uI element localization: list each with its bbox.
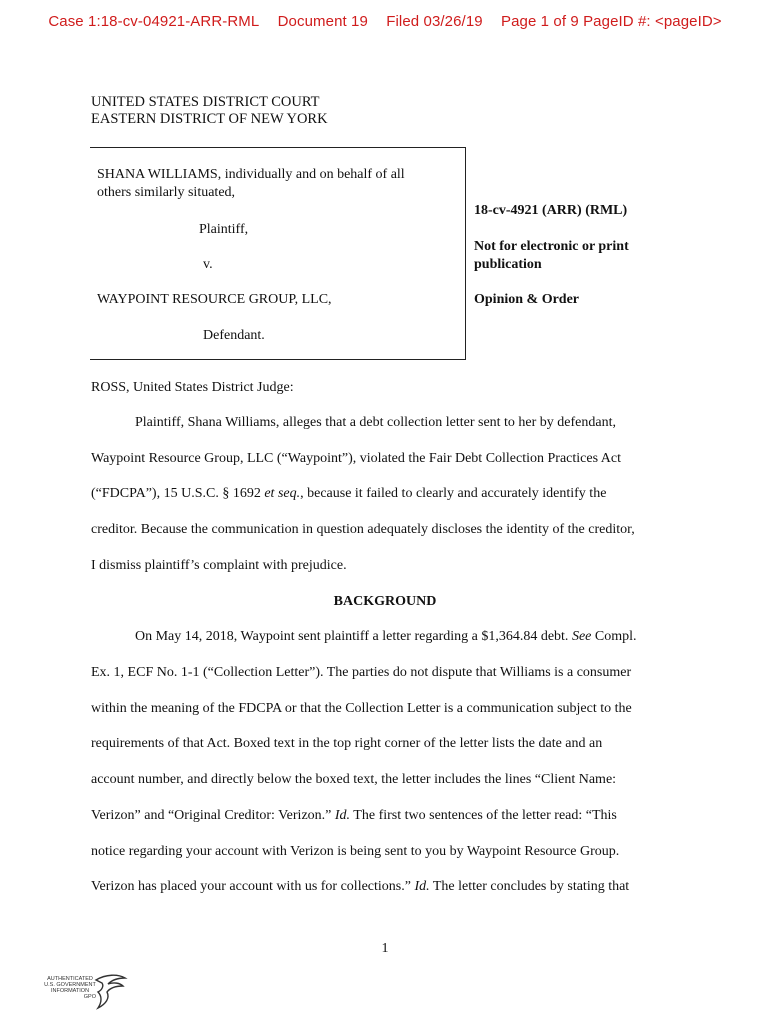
background-line-6: [91, 808, 617, 824]
bg-l6c: The first two sentences of the letter read: “This: [350, 808, 617, 823]
plaintiff-name: [97, 166, 405, 202]
gpo-line-4: GPO: [83, 994, 96, 1000]
gpo-line-3: INFORMATION: [50, 988, 90, 994]
publication-notice: [474, 238, 629, 274]
court-line-2: EASTERN DISTRICT OF NEW YORK: [91, 111, 328, 127]
background-line-7: notice regarding your account with Verizon is being sent to you by Waypoint Resource Group.: [91, 844, 620, 859]
court-line-1: UNITED STATES DISTRICT COURT: [91, 94, 320, 110]
intro-line-2: Waypoint Resource Group, LLC (“Waypoint”), violated the Fair Debt Collection Practices Act: [91, 451, 621, 466]
page-id-stamp: Page 1 of 9 PageID #: <pageID>: [500, 13, 722, 30]
bg-l8b: Id.: [414, 879, 430, 894]
background-line-3: within the meaning of the FDCPA or that the Collection Letter is a communication subject to the: [91, 701, 632, 716]
case-number: 18-cv-4921 (ARR) (RML): [474, 203, 628, 218]
intro-line-1: Plaintiff, Shana Williams, alleges that a debt collection letter sent to her by defendant,: [135, 415, 617, 430]
bg-l8c: The letter concludes by stating that: [429, 879, 630, 894]
background-line-4: requirements of that Act. Boxed text in the top right corner of the letter lists the date and an: [91, 736, 603, 751]
gpo-line-2: U.S. GOVERNMENT: [44, 982, 96, 988]
intro-line-3-italic: et seq.: [264, 486, 301, 501]
intro-line-4: creditor. Because the communication in question adequately discloses the identity of the creditor,: [91, 522, 635, 537]
intro-line-3a: (“FDCPA”), 15 U.S.C. § 1692: [91, 486, 265, 501]
versus: v.: [203, 257, 213, 272]
bg-l6a: Verizon” and “Original Creditor: Verizon.”: [91, 808, 335, 823]
bg-l1a: On May 14, 2018, Waypoint sent plaintiff a letter regarding a $1,364.84 debt.: [135, 629, 572, 644]
eagle-icon: [92, 972, 128, 1012]
publication-line-1: Not for electronic or print: [474, 239, 629, 254]
plaintiff-line-2: others similarly situated,: [97, 185, 236, 200]
background-line-5: account number, and directly below the boxed text, the letter includes the lines “Client Name:: [91, 772, 617, 787]
judge-line: ROSS, United States District Judge:: [91, 380, 294, 395]
document-number-stamp: Document 19: [277, 13, 368, 30]
document-type: Opinion & Order: [474, 292, 580, 307]
publication-line-2: publication: [474, 257, 542, 272]
intro-line-3b: , because it failed to clearly and accurately identify the: [300, 486, 607, 501]
filing-stamp: [0, 13, 770, 30]
gpo-line-1: AUTHENTICATED: [47, 976, 93, 982]
defendant-role: Defendant.: [203, 328, 265, 343]
bg-l1c: Compl.: [591, 629, 637, 644]
background-line-1: [135, 629, 637, 645]
gpo-authentication-seal: [44, 972, 134, 1012]
bg-l1b: See: [571, 629, 592, 644]
intro-line-5: I dismiss plaintiff’s complaint with prejudice.: [91, 558, 347, 573]
plaintiff-role: Plaintiff,: [199, 222, 249, 237]
gpo-seal-text: [44, 976, 96, 1000]
section-heading: BACKGROUND: [333, 594, 437, 609]
background-line-2: Ex. 1, ECF No. 1-1 (“Collection Letter”). The parties do not dispute that Williams is a consumer: [91, 665, 632, 680]
bg-l6b: Id.: [334, 808, 351, 823]
page-number: 1: [381, 941, 389, 956]
plaintiff-line-1: SHANA WILLIAMS, individually and on behalf of all: [97, 167, 405, 182]
bg-l8a: Verizon has placed your account with us for collections.”: [91, 879, 415, 894]
filed-date-stamp: Filed 03/26/19: [386, 13, 483, 30]
intro-line-3: [91, 486, 606, 502]
case-number-stamp: Case 1:18-cv-04921-ARR-RML: [48, 13, 260, 30]
court-name: [91, 94, 328, 128]
background-line-8: [91, 879, 629, 895]
defendant-name: WAYPOINT RESOURCE GROUP, LLC,: [97, 292, 332, 307]
